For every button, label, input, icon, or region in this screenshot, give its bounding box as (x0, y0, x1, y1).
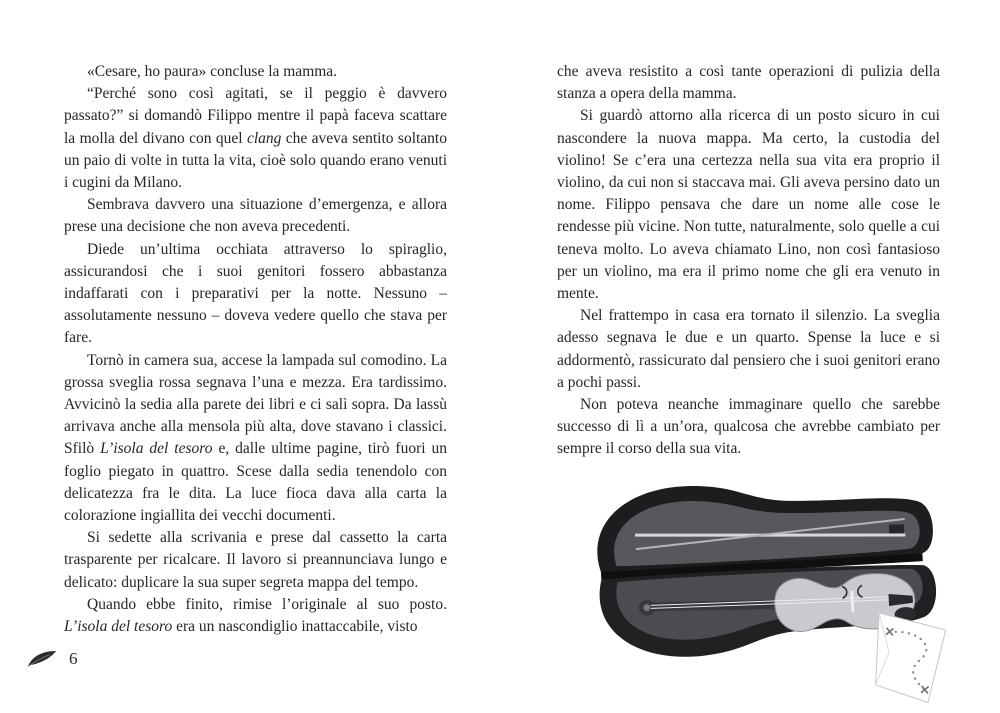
paragraph (557, 61, 940, 105)
paragraph (557, 105, 940, 305)
text-column-left (64, 61, 447, 638)
text-run: Quando ebbe finito, rimise l’originale al suo posto. (87, 595, 447, 613)
italic-text: L’isola del tesoro (100, 440, 213, 458)
paragraph (64, 83, 447, 194)
text-run: che aveva sentito soltanto un paio di volte in tutta la vita, cioè solo quando erano venuti i cugini da Milano. (64, 129, 447, 192)
violin-case-illustration (586, 468, 960, 708)
text-run: era un nascondiglio inattaccabile, visto (172, 618, 418, 636)
italic-text: clang (246, 129, 282, 147)
paragraph (64, 239, 447, 350)
paragraph (557, 394, 940, 461)
text-run: Sembrava davvero una situazione d’emergenza, e allora prese una decisione che non aveva precedenti. (64, 196, 447, 236)
paragraph (64, 61, 447, 83)
treasure-map-paper (870, 613, 946, 704)
paragraph (64, 350, 447, 528)
text-run: Diede un’ultima occhiata attraverso lo spiraglio, assicurandosi che i suoi genitori fossero abbastanza indaffarati con i preparativi per la notte. Nessuno – assolutamente nessuno – doveva vedere quello che stava per fare. (64, 240, 447, 347)
quill-icon (27, 650, 57, 668)
text-run: «Cesare, ho paura» concluse la mamma. (87, 63, 338, 80)
text-run: Si guardò attorno alla ricerca di un posto sicuro in cui nascondere la nuova mappa. Ma certo, la custodia del violino! Se c’era una certezza nella sua vita era proprio il violino, da cui non si staccava mai. Gli aveva persino dato un nome. Filippo pensava che dare un nome alle cose le rendesse più vicine. Non tutte, naturalmente, solo quelle a cui teneva molto. Lo aveva chiamato Lino, non così fantasioso per un violino, ma era il primo nome che gli era venuto in mente. (557, 107, 940, 303)
paragraph (64, 527, 447, 594)
text-run: Tornò in camera sua, accese la lampada sul comodino. La grossa sveglia rossa segnava l’una e mezza. Era tardissimo. Avvicinò la sedia alla parete dei libri e ci salì sopra. Da lassù arrivava anche alla mensola più alta, dove stavano i classici. Sfilò (64, 351, 447, 458)
italic-text: L’isola del tesoro (64, 618, 173, 636)
paragraph (64, 594, 447, 638)
page-footer (27, 649, 78, 669)
text-run: Nel frattempo in casa era tornato il silenzio. La sveglia adesso segnava le due e un quarto. Spense la luce e si addormentò, rassicurato dal pensiero che i suoi genitori erano a pochi passi. (557, 307, 940, 391)
text-run: “Perché sono così agitati, se il peggio è davvero passato?” si domandò Filippo mentre il papà faceva scattare la molla del divano con quel (64, 85, 447, 147)
text-run: Si sedette alla scrivania e prese dal cassetto la carta trasparente per ricalcare. Il lavoro si preannunciava lungo e delicato: duplicare la sua super segreta mappa del tempo. (64, 529, 447, 591)
text-run: e, dalle ultime pagine, tirò fuori un foglio piegato in quattro. Scese dalla sedia tenendolo con delicatezza fra le dita. La luce fioca dava alla carta la colorazione ingiallita dei vecchi documenti. (64, 440, 447, 525)
paragraph (557, 305, 940, 394)
page-number: 6 (69, 649, 78, 668)
text-run: Non poteva neanche immaginare quello che sarebbe successo di lì a un’ora, qualcosa che avrebbe cambiato per sempre il corso della sua vita. (557, 396, 940, 458)
paragraph (64, 194, 447, 238)
text-column-right (557, 61, 940, 461)
text-run: che aveva resistito a così tante operazioni di pulizia della stanza a opera della mamma. (557, 63, 940, 103)
